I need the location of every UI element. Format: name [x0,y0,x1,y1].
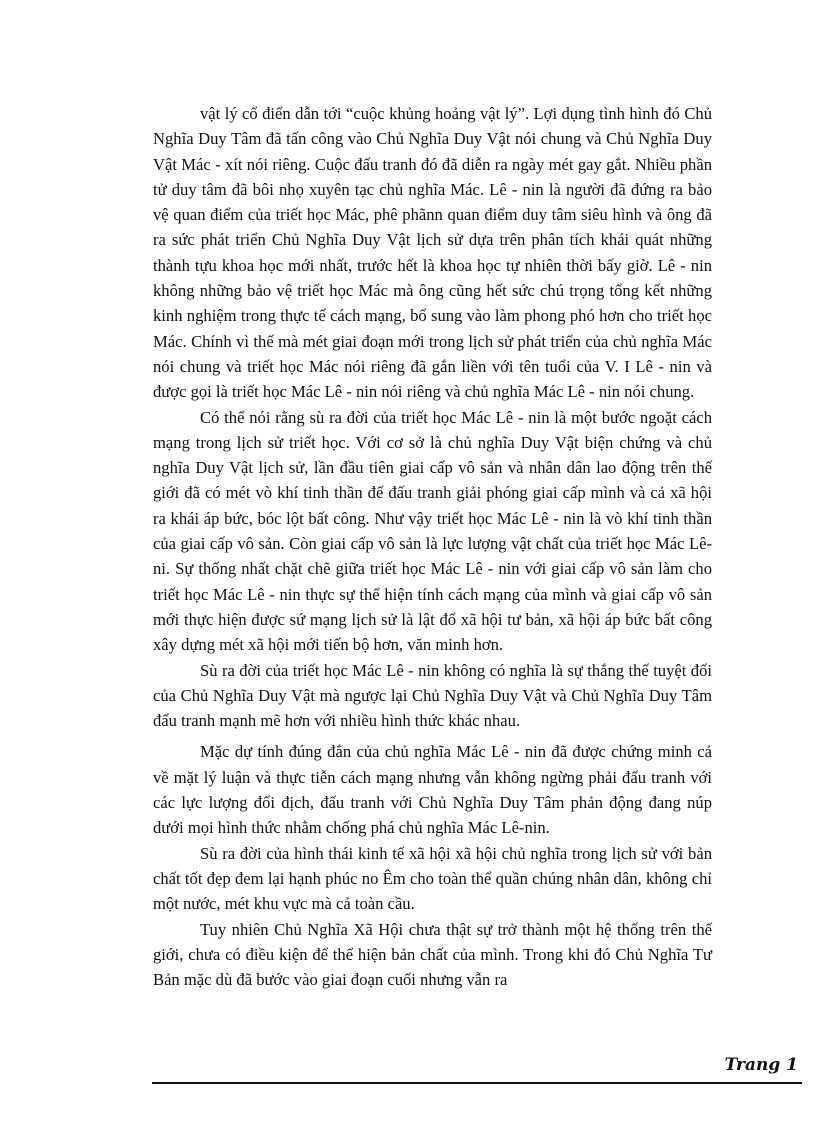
paragraph-1: vật lý cổ điển dẫn tới “cuộc khủng hoảng vật lý”. Lợi dụng tình hình đó Chủ Nghĩa Duy Tâm đã tấn công vào Chủ Nghĩa Duy Vật nói chung và Chủ Nghĩa Duy Vật Mác - xít nói riêng. Cuộc đấu tranh đó đã diễn ra ngày mét gay gắt. Nhiều phần tử duy tâm đã bôi nhọ xuyên tạc chủ nghĩa Mác. Lê - nin là người đã đứng ra bảo vệ quan điểm của triết học Mác, phê phãnn quan điểm duy tâm siêu hình và ông đã ra sức phát triển Chủ Nghĩa Duy Vật lịch sử dựa trên phân tích khái quát những thành tựu khoa học mới nhất, trước hết là khoa học tự nhiên thời bấy giờ. Lê - nin không những bảo vệ triết học Mác mà ông cũng hết sức chú trọng tổng kết những kinh nghiệm trong thực tế cách mạng, bổ sung vào làm phong phó hơn cho triết học Mác. Chính vì thế mà mét giai đoạn mới trong lịch sử phát triển của chủ nghĩa Mác nói chung và triết học Mác nói riêng đã gắn liền với tên tuổi của V. I Lê - nin và được gọi là triết học Mác Lê - nin nói riêng và chủ nghĩa Mác Lê - nin nói chung. [153,104,712,402]
page-number-label: Trang 1 [724,1055,798,1075]
paragraph-4: Mặc dự tính đúng đắn của chủ nghĩa Mác Lê - nin đã được chứng minh cả về mặt lý luận và thực tiễn cách mạng nhưng vẫn không ngừng phải đấu tranh với các lực lượng đối địch, đấu tranh với Chủ Nghĩa Duy Tâm phản động đang núp dưới mọi hình thức nhằm chống phá chủ nghĩa Mác Lê-nin. [153,742,712,838]
paragraph-3: Sù ra đời của triết học Mác Lê - nin không có nghĩa là sự thắng thế tuyệt đối của Chủ Nghĩa Duy Vật mà ngược lại Chủ Nghĩa Duy Vật và Chủ Nghĩa Duy Tâm đấu tranh mạnh mẽ hơn với nhiều hình thức khác nhau. [153,660,712,731]
paragraph-2: Có thể nói rằng sù ra đời của triết học Mác Lê - nin là một bước ngoặt cách mạng trong lịch sử triết học. Với cơ sở là chủ nghĩa Duy Vật biện chứng và chủ nghĩa Duy Vật lịch sử, lần đầu tiên giai cấp vô sản và nhân dân lao động trên thế giới đã có mét vò khí tinh thần để đấu tranh giải phóng giai cấp mình và cả xã hội ra khái áp bức, bóc lột bất công. Như vậy triết học Mác Lê - nin là vò khí tinh thần của giai cấp vô sản. Còn giai cấp vô sản là lực lượng vật chất của triết học Mác Lê-ni. Sự thống nhất chặt chẽ giữa triết học Mác Lê - nin với giai cấp vô sản làm cho triết học Mác Lê - nin thực sự thể hiện tính cách mạng của mình và giai cấp vô sản mới thực hiện được sứ mạng lịch sử là lật đổ xã hội tư bản, xã hội áp bức bất công xây dựng mét xã hội mới tiến bộ hơn, văn minh hơn. [153,407,712,655]
paragraph-6: Tuy nhiên Chủ Nghĩa Xã Hội chưa thật sự trở thành một hệ thống trên thế giới, chưa có điều kiện để thể hiện bản chất của mình. Trong khi đó Chủ Nghĩa Tư Bản mặc dù đã bước vào giai đoạn cuối nhưng vẫn ra [153,919,712,990]
body-text [153,101,712,992]
paragraph-5: Sù ra đời của hình thái kinh tế xã hội xã hội chủ nghĩa trong lịch sử với bản chất tốt đẹp đem lại hạnh phúc no Êm cho toàn thể quần chúng nhân dân, không chỉ một nước, mét khu vực mà cả toàn cầu. [153,843,712,914]
footer-divider [152,1082,802,1084]
